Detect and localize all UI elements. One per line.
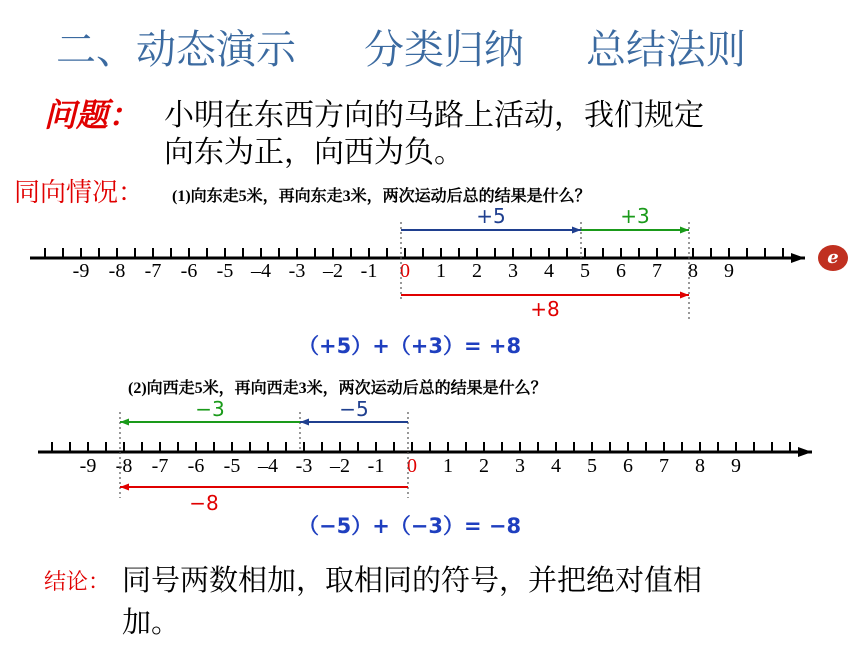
problem-label: 问题： [44, 96, 141, 134]
title-part-2: 分类归纳 [364, 27, 524, 73]
line-2-tick-label: 4 [551, 455, 561, 477]
line-1-tick-label: -7 [144, 260, 162, 282]
problem-text-line-1: 小明在东西方向的马路上活动，我们规定 [164, 98, 704, 133]
line-1-tick-label: 1 [436, 260, 446, 282]
problem-text-line-2: 向东为正，向西为负。 [164, 135, 464, 170]
line-2-tick-label: 6 [623, 455, 633, 477]
line-1-tick-label: -5 [216, 260, 234, 282]
line-2-tick-label: 5 [587, 455, 597, 477]
conclusion-line-1: 同号两数相加，取相同的符号，并把绝对值相 [122, 563, 703, 597]
line-2-tick-label: –2 [330, 455, 350, 477]
line-2-tick-label: 9 [731, 455, 741, 477]
line-1-tick-label: 8 [688, 260, 698, 282]
line-1-label-plus5: +5 [476, 204, 506, 228]
line-2-tick-label: 3 [515, 455, 525, 477]
line-1-tick-label: 6 [616, 260, 626, 282]
scenario-2-equation: （−5）+（−3）= −8 [298, 514, 522, 538]
same-direction-label: 同向情况： [14, 178, 145, 208]
line-1-tick-label: -8 [108, 260, 126, 282]
line-1-label-plus3: +3 [620, 204, 650, 228]
line-1-tick-label: 5 [580, 260, 590, 282]
conclusion-line-2: 加。 [122, 605, 181, 639]
scenario-1-equation: （+5）+（+3）= +8 [298, 334, 522, 358]
line-1-tick-label: 0 [400, 260, 410, 282]
line-1-tick-label: -9 [72, 260, 90, 282]
line-1-tick-label: –2 [323, 260, 343, 282]
scenario-2-question: (2)向西走5米，再向西走3米，两次运动后总的结果是什么？ [128, 380, 547, 397]
line-2-tick-label: 2 [479, 455, 489, 477]
line-2-tick-label: -1 [367, 455, 385, 477]
line-1-tick-label: -3 [288, 260, 306, 282]
line-1-tick-label: 2 [472, 260, 482, 282]
line-2-tick-label: -7 [151, 455, 169, 477]
conclusion-label: 结论： [44, 570, 111, 595]
line-1-tick-label: –4 [251, 260, 271, 282]
title-part-1: 二、动态演示 [56, 27, 296, 73]
line-2-tick-label: -5 [223, 455, 241, 477]
line-1-tick-label: 9 [724, 260, 734, 282]
line-1-label-plus8: +8 [530, 297, 560, 321]
line-2-tick-label: 7 [659, 455, 669, 477]
line-2-tick-label: 1 [443, 455, 453, 477]
line-1-tick-label: 7 [652, 260, 662, 282]
line-2-tick-label: -6 [187, 455, 205, 477]
line-1-tick-label: -1 [360, 260, 378, 282]
line-2-tick-label: -8 [115, 455, 133, 477]
scenario-1-question: (1)向东走5米，再向东走3米，两次运动后总的结果是什么？ [172, 188, 591, 205]
line-1-tick-label: 4 [544, 260, 554, 282]
line-2-label-minus3: −3 [195, 397, 225, 421]
line-2-label-minus5: −5 [339, 397, 369, 421]
line-2-tick-label: 8 [695, 455, 705, 477]
line-1-tick-label: 3 [508, 260, 518, 282]
line-2-tick-label: -9 [79, 455, 97, 477]
line-2-tick-label: -3 [295, 455, 313, 477]
line-2-tick-label: –4 [258, 455, 278, 477]
title-part-3: 总结法则 [586, 27, 746, 73]
line-2-label-minus8: −8 [189, 491, 219, 515]
next-slide-icon[interactable]: e [818, 245, 848, 271]
line-1-tick-label: -6 [180, 260, 198, 282]
line-2-tick-label: 0 [407, 455, 417, 477]
